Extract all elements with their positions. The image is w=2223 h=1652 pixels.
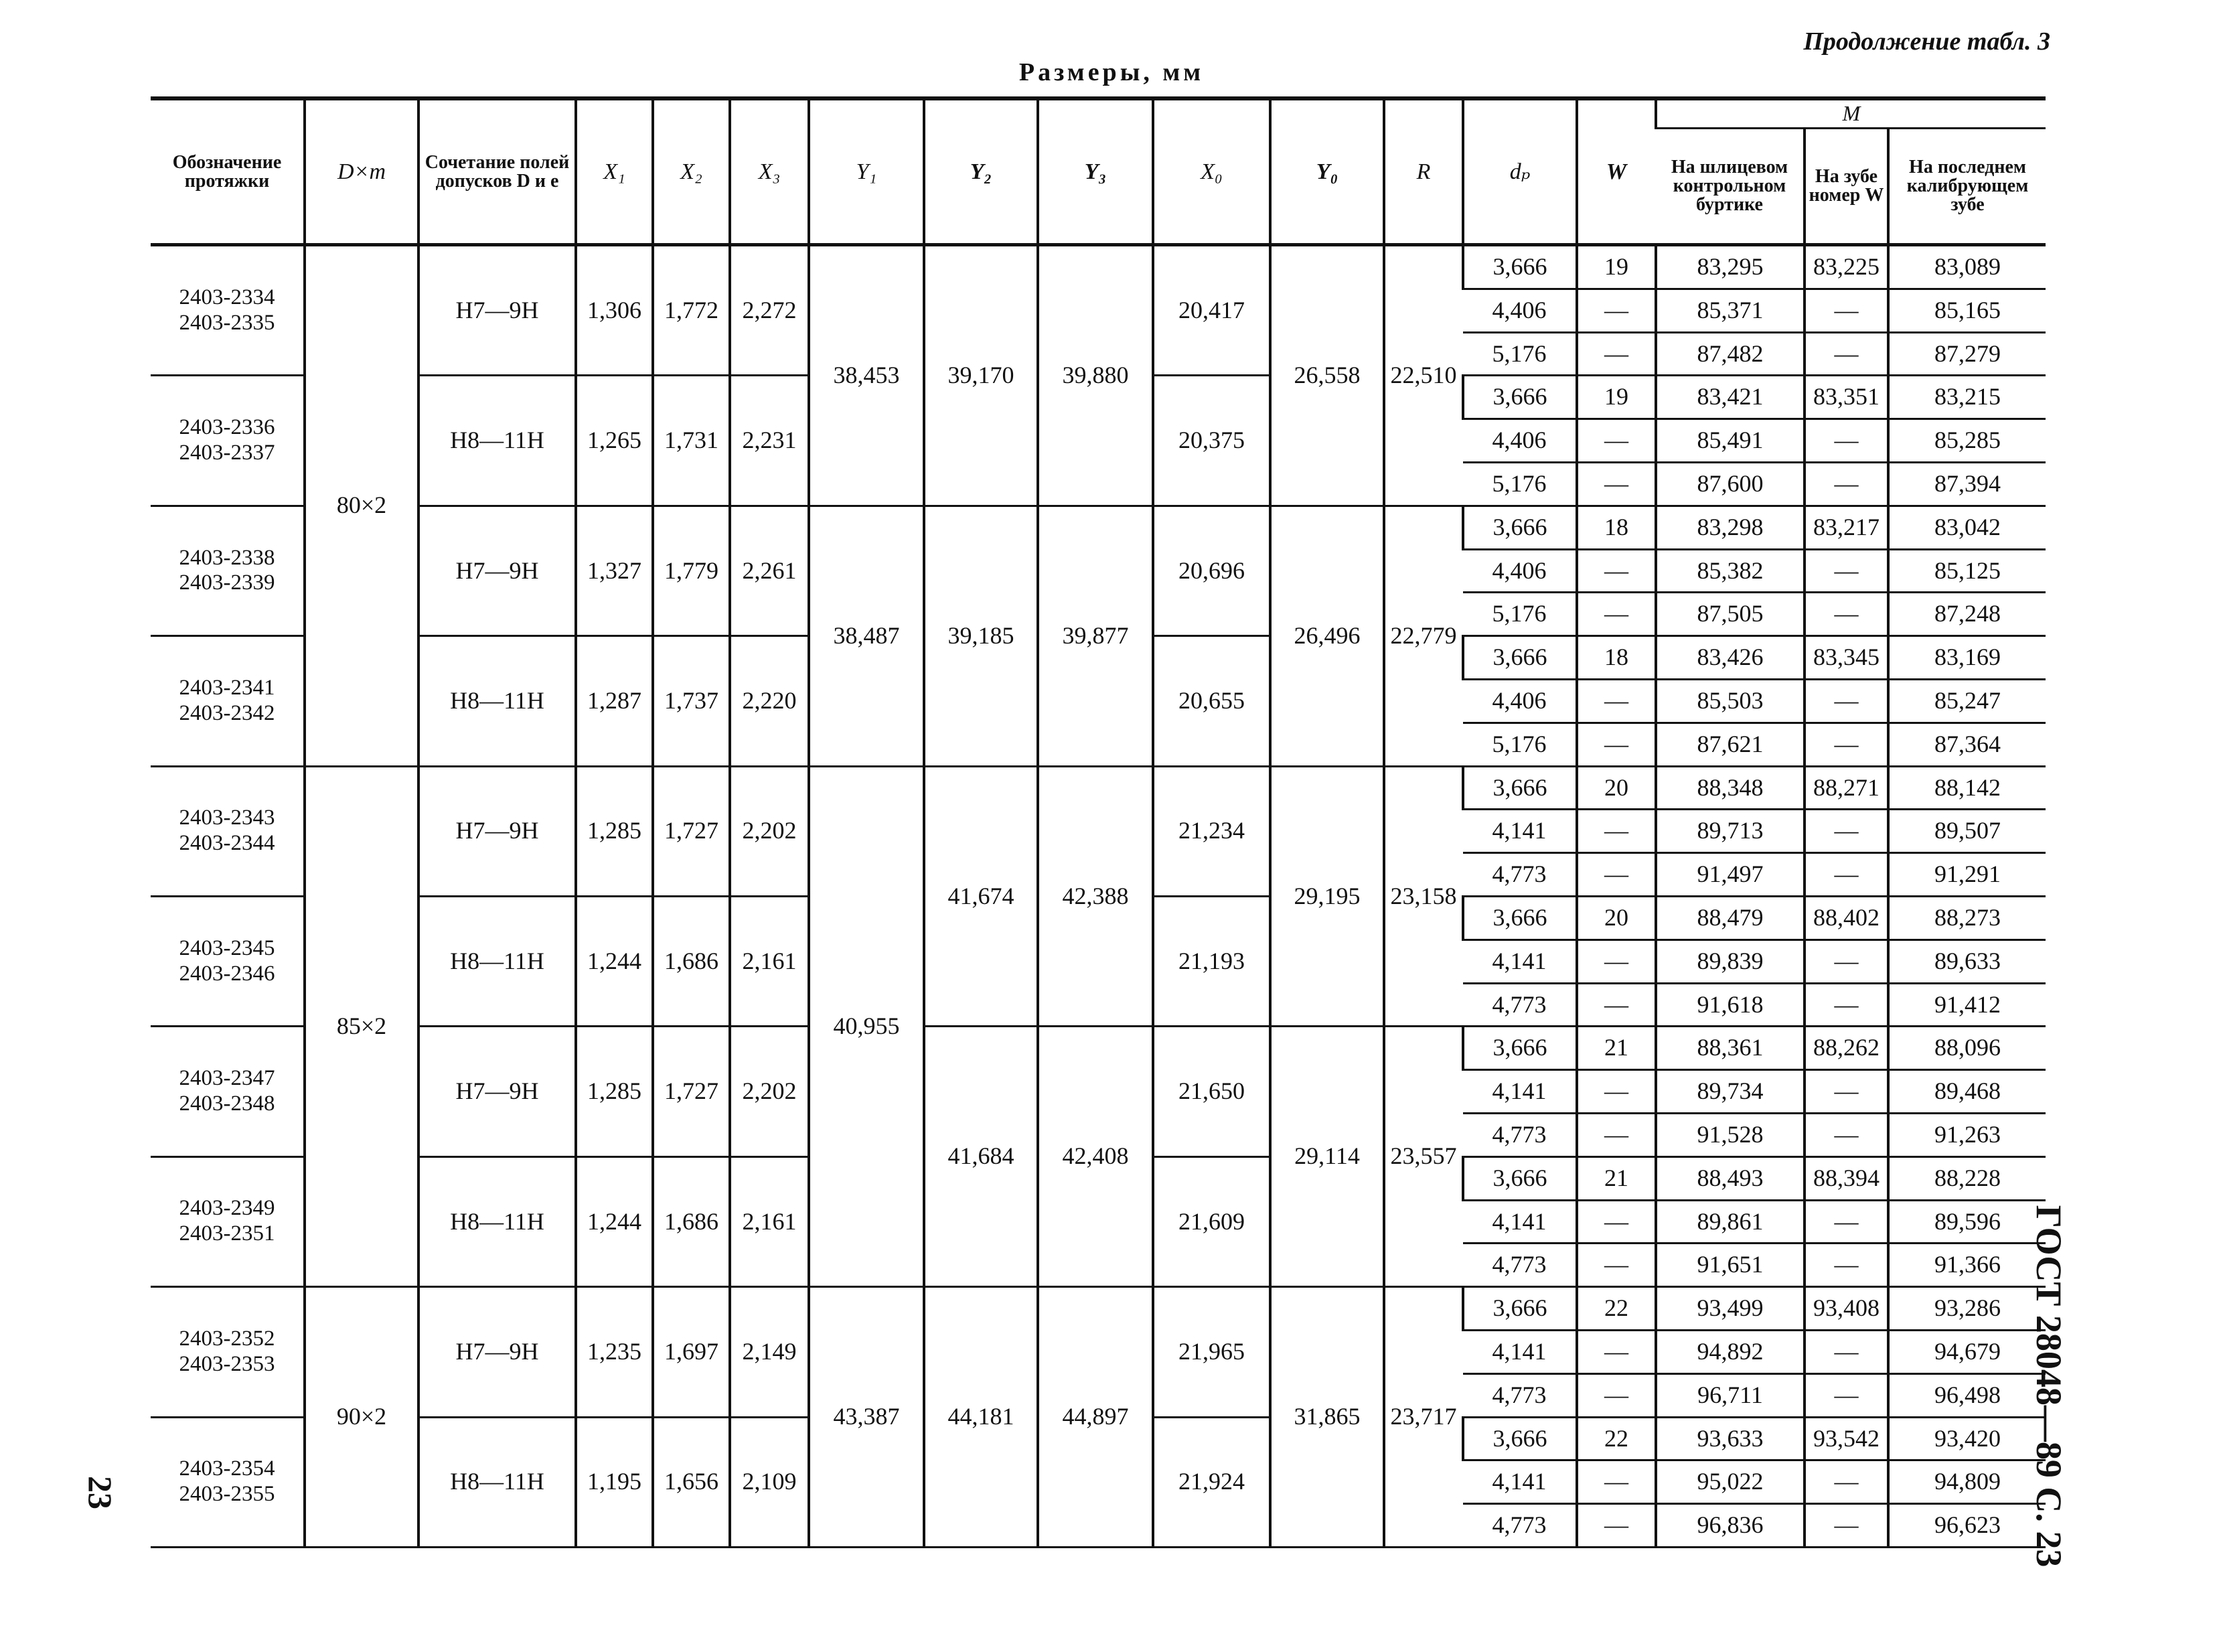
col-dxm: D×m	[305, 98, 418, 245]
w-cell: 22	[1577, 1287, 1656, 1331]
dxm-cell: 90×2	[305, 1287, 418, 1548]
m-spline-cell: 87,600	[1656, 462, 1805, 506]
designation-code: 2403-2346	[179, 961, 275, 986]
m-spline-cell: 87,482	[1656, 332, 1805, 376]
x3-cell: 2,149	[730, 1287, 809, 1417]
m-tooth-cell: —	[1805, 810, 1888, 853]
dp-cell: 4,406	[1463, 549, 1577, 593]
x3-cell: 2,272	[730, 245, 809, 376]
m-tooth-cell: 88,271	[1805, 766, 1888, 810]
col-y3: Y₃	[1038, 98, 1153, 245]
x1-cell: 1,287	[576, 636, 653, 766]
designation-code: 2403-2337	[179, 441, 275, 465]
y3-cell: 42,408	[1038, 1027, 1153, 1287]
x1-cell: 1,244	[576, 896, 653, 1026]
designation-code: 2403-2341	[179, 675, 275, 700]
designation-cell	[151, 245, 305, 376]
m-tooth-cell: —	[1805, 723, 1888, 766]
table-row	[151, 1287, 2046, 1331]
y0-cell: 29,195	[1270, 766, 1384, 1027]
m-spline-cell: 94,892	[1656, 1330, 1805, 1373]
x2-cell: 1,686	[653, 896, 730, 1026]
w-cell: —	[1577, 1200, 1656, 1244]
x3-cell: 2,202	[730, 1027, 809, 1156]
col-x0: X₀	[1153, 98, 1270, 245]
w-cell: —	[1577, 593, 1656, 636]
y3-cell: 42,388	[1038, 766, 1153, 1027]
table-row	[151, 245, 2046, 289]
y2-cell: 44,181	[924, 1287, 1038, 1548]
dp-cell: 5,176	[1463, 593, 1577, 636]
dp-cell: 4,773	[1463, 983, 1577, 1027]
m-last-cell: 94,809	[1888, 1460, 2046, 1504]
m-last-cell: 85,165	[1888, 289, 2046, 332]
x1-cell: 1,195	[576, 1417, 653, 1547]
m-last-cell: 88,142	[1888, 766, 2046, 810]
x1-cell: 1,327	[576, 506, 653, 635]
dp-cell: 4,773	[1463, 853, 1577, 897]
m-spline-cell: 85,382	[1656, 549, 1805, 593]
tolerance-cell: H8—11H	[418, 896, 576, 1026]
x0-cell: 21,924	[1153, 1417, 1270, 1547]
m-tooth-cell: —	[1805, 549, 1888, 593]
m-tooth-cell: —	[1805, 332, 1888, 376]
dimensions-table	[151, 96, 2046, 1548]
x1-cell: 1,285	[576, 766, 653, 896]
x2-cell: 1,772	[653, 245, 730, 376]
designation-code: 2403-2335	[179, 310, 275, 335]
m-spline-cell: 83,421	[1656, 376, 1805, 419]
dp-cell: 3,666	[1463, 766, 1577, 810]
m-last-cell: 91,366	[1888, 1244, 2046, 1287]
w-cell: —	[1577, 1113, 1656, 1156]
x0-cell: 21,234	[1153, 766, 1270, 896]
designation-code: 2403-2336	[179, 415, 275, 440]
y2-cell: 39,170	[924, 245, 1038, 506]
w-cell: —	[1577, 419, 1656, 463]
dp-cell: 5,176	[1463, 723, 1577, 766]
y1-cell: 43,387	[809, 1287, 924, 1548]
x0-cell: 21,609	[1153, 1156, 1270, 1286]
m-last-cell: 93,286	[1888, 1287, 2046, 1331]
w-cell: 21	[1577, 1027, 1656, 1070]
x0-cell: 20,655	[1153, 636, 1270, 766]
dp-cell: 4,406	[1463, 419, 1577, 463]
col-tolerance: Сочетание полей допусков D и e	[418, 98, 576, 245]
designation-cell	[151, 376, 305, 506]
m-last-cell: 83,169	[1888, 636, 2046, 680]
designation-code: 2403-2351	[179, 1221, 275, 1246]
y3-cell: 39,880	[1038, 245, 1153, 506]
designation-cell	[151, 636, 305, 766]
tolerance-cell: H8—11H	[418, 1417, 576, 1547]
m-tooth-cell: —	[1805, 1330, 1888, 1373]
m-last-cell: 93,420	[1888, 1417, 2046, 1460]
table-row	[151, 506, 2046, 549]
m-tooth-cell: —	[1805, 940, 1888, 983]
m-tooth-cell: 83,217	[1805, 506, 1888, 549]
designation-cell	[151, 1027, 305, 1156]
w-cell: 19	[1577, 376, 1656, 419]
m-spline-cell: 88,479	[1656, 896, 1805, 940]
m-spline-cell: 85,371	[1656, 289, 1805, 332]
m-spline-cell: 83,298	[1656, 506, 1805, 549]
dxm-cell: 80×2	[305, 245, 418, 767]
m-spline-cell: 85,503	[1656, 679, 1805, 723]
m-last-cell: 87,364	[1888, 723, 2046, 766]
m-last-cell: 85,285	[1888, 419, 2046, 463]
w-cell: 19	[1577, 245, 1656, 289]
x1-cell: 1,265	[576, 376, 653, 506]
dp-cell: 3,666	[1463, 1287, 1577, 1331]
y3-cell: 44,897	[1038, 1287, 1153, 1548]
designation-code: 2403-2349	[179, 1196, 275, 1221]
dp-cell: 3,666	[1463, 1417, 1577, 1460]
w-cell: —	[1577, 549, 1656, 593]
y2-cell: 39,185	[924, 506, 1038, 766]
m-tooth-cell: 83,351	[1805, 376, 1888, 419]
dp-cell: 3,666	[1463, 636, 1577, 680]
x3-cell: 2,161	[730, 896, 809, 1026]
designation-code: 2403-2334	[179, 285, 275, 309]
tolerance-cell: H7—9H	[418, 506, 576, 635]
m-spline-cell: 91,497	[1656, 853, 1805, 897]
m-last-cell: 91,263	[1888, 1113, 2046, 1156]
x3-cell: 2,202	[730, 766, 809, 896]
designation-cell	[151, 506, 305, 635]
tolerance-cell: H7—9H	[418, 1287, 576, 1417]
y0-cell: 26,496	[1270, 506, 1384, 766]
col-y1: Y₁	[809, 98, 924, 245]
designation-code: 2403-2353	[179, 1351, 275, 1376]
m-tooth-cell: —	[1805, 462, 1888, 506]
r-cell: 23,557	[1384, 1027, 1463, 1287]
designation-code: 2403-2344	[179, 831, 275, 856]
dp-cell: 3,666	[1463, 896, 1577, 940]
m-tooth-cell: —	[1805, 1070, 1888, 1114]
m-last-cell: 85,125	[1888, 549, 2046, 593]
m-spline-cell: 91,651	[1656, 1244, 1805, 1287]
x2-cell: 1,686	[653, 1156, 730, 1286]
w-cell: 18	[1577, 636, 1656, 680]
m-last-cell: 85,247	[1888, 679, 2046, 723]
dp-cell: 3,666	[1463, 1156, 1577, 1200]
y1-cell: 40,955	[809, 766, 924, 1287]
m-spline-cell: 96,711	[1656, 1373, 1805, 1417]
m-tooth-cell: 88,402	[1805, 896, 1888, 940]
m-spline-cell: 85,491	[1656, 419, 1805, 463]
dp-cell: 3,666	[1463, 245, 1577, 289]
dp-cell: 4,773	[1463, 1504, 1577, 1548]
m-tooth-cell: —	[1805, 419, 1888, 463]
m-spline-cell: 88,348	[1656, 766, 1805, 810]
designation-code: 2403-2354	[179, 1456, 275, 1481]
x0-cell: 20,417	[1153, 245, 1270, 376]
standard-label: ГОСТ 28048—89 С. 23	[2029, 1205, 2069, 1568]
m-tooth-cell: —	[1805, 679, 1888, 723]
w-cell: —	[1577, 462, 1656, 506]
col-y2: Y₂	[924, 98, 1038, 245]
designation-code: 2403-2352	[179, 1326, 275, 1351]
m-last-cell: 88,096	[1888, 1027, 2046, 1070]
dp-cell: 5,176	[1463, 462, 1577, 506]
m-spline-cell: 95,022	[1656, 1460, 1805, 1504]
m-spline-cell: 93,499	[1656, 1287, 1805, 1331]
m-last-cell: 83,089	[1888, 245, 2046, 289]
dp-cell: 4,141	[1463, 1460, 1577, 1504]
m-last-cell: 88,273	[1888, 896, 2046, 940]
table-row	[151, 766, 2046, 810]
col-r: R	[1384, 98, 1463, 245]
x2-cell: 1,737	[653, 636, 730, 766]
dp-cell: 4,406	[1463, 289, 1577, 332]
r-cell: 22,779	[1384, 506, 1463, 766]
col-x1: X₁	[576, 98, 653, 245]
w-cell: —	[1577, 983, 1656, 1027]
x3-cell: 2,261	[730, 506, 809, 635]
designation-code: 2403-2342	[179, 700, 275, 725]
m-last-cell: 94,679	[1888, 1330, 2046, 1373]
w-cell: —	[1577, 1330, 1656, 1373]
col-w: W	[1577, 98, 1656, 245]
m-spline-cell: 83,295	[1656, 245, 1805, 289]
m-tooth-cell: —	[1805, 1460, 1888, 1504]
designation-code: 2403-2343	[179, 806, 275, 830]
col-m-last: На последнем калибрующем зубе	[1888, 129, 2046, 245]
m-tooth-cell: 88,394	[1805, 1156, 1888, 1200]
w-cell: 21	[1577, 1156, 1656, 1200]
x1-cell: 1,306	[576, 245, 653, 376]
x1-cell: 1,285	[576, 1027, 653, 1156]
col-y0: Y₀	[1270, 98, 1384, 245]
m-spline-cell: 89,734	[1656, 1070, 1805, 1114]
col-x2: X₂	[653, 98, 730, 245]
x0-cell: 20,375	[1153, 376, 1270, 506]
col-m-spline: На шлицевом контрольном буртике	[1656, 129, 1805, 245]
col-m: M	[1656, 98, 2046, 129]
m-last-cell: 91,291	[1888, 853, 2046, 897]
w-cell: —	[1577, 853, 1656, 897]
m-spline-cell: 87,621	[1656, 723, 1805, 766]
col-x3: X₃	[730, 98, 809, 245]
dp-cell: 4,773	[1463, 1373, 1577, 1417]
y2-cell: 41,674	[924, 766, 1038, 1027]
m-tooth-cell: —	[1805, 1113, 1888, 1156]
table-row	[151, 1027, 2046, 1070]
designation-cell	[151, 1417, 305, 1547]
w-cell: —	[1577, 332, 1656, 376]
m-tooth-cell: —	[1805, 983, 1888, 1027]
m-last-cell: 83,215	[1888, 376, 2046, 419]
x0-cell: 20,696	[1153, 506, 1270, 635]
w-cell: —	[1577, 1070, 1656, 1114]
w-cell: —	[1577, 1373, 1656, 1417]
designation-code: 2403-2338	[179, 545, 275, 570]
w-cell: 20	[1577, 896, 1656, 940]
x2-cell: 1,727	[653, 766, 730, 896]
m-spline-cell: 91,528	[1656, 1113, 1805, 1156]
designation-cell	[151, 1287, 305, 1417]
m-tooth-cell: 83,345	[1805, 636, 1888, 680]
y1-cell: 38,453	[809, 245, 924, 506]
designation-cell	[151, 1156, 305, 1286]
w-cell: 22	[1577, 1417, 1656, 1460]
r-cell: 22,510	[1384, 245, 1463, 506]
dp-cell: 4,141	[1463, 1070, 1577, 1114]
m-tooth-cell: —	[1805, 593, 1888, 636]
x0-cell: 21,650	[1153, 1027, 1270, 1156]
x1-cell: 1,244	[576, 1156, 653, 1286]
m-tooth-cell: —	[1805, 853, 1888, 897]
continuation-label: Продолжение табл. 3	[1803, 27, 2050, 56]
w-cell: —	[1577, 289, 1656, 332]
m-last-cell: 96,623	[1888, 1504, 2046, 1548]
m-tooth-cell: —	[1805, 1504, 1888, 1548]
dp-cell: 4,141	[1463, 810, 1577, 853]
designation-code: 2403-2348	[179, 1092, 275, 1116]
sizes-caption: Размеры, мм	[1018, 58, 1205, 86]
x2-cell: 1,779	[653, 506, 730, 635]
tolerance-cell: H7—9H	[418, 766, 576, 896]
r-cell: 23,717	[1384, 1287, 1463, 1548]
w-cell: 20	[1577, 766, 1656, 810]
m-spline-cell: 83,426	[1656, 636, 1805, 680]
x0-cell: 21,965	[1153, 1287, 1270, 1417]
designation-code: 2403-2339	[179, 571, 275, 595]
designation-code: 2403-2355	[179, 1482, 275, 1507]
m-tooth-cell: 93,408	[1805, 1287, 1888, 1331]
dp-cell: 4,773	[1463, 1113, 1577, 1156]
w-cell: —	[1577, 810, 1656, 853]
x3-cell: 2,161	[730, 1156, 809, 1286]
dp-cell: 5,176	[1463, 332, 1577, 376]
m-spline-cell: 88,493	[1656, 1156, 1805, 1200]
dp-cell: 4,141	[1463, 940, 1577, 983]
page-number: 23	[82, 1476, 119, 1509]
m-spline-cell: 89,861	[1656, 1200, 1805, 1244]
x3-cell: 2,231	[730, 376, 809, 506]
m-last-cell: 88,228	[1888, 1156, 2046, 1200]
m-last-cell: 87,248	[1888, 593, 2046, 636]
y0-cell: 31,865	[1270, 1287, 1384, 1548]
m-tooth-cell: 83,225	[1805, 245, 1888, 289]
col-dp: dₚ	[1463, 98, 1577, 245]
tolerance-cell: H7—9H	[418, 245, 576, 376]
designation-cell	[151, 896, 305, 1026]
designation-code: 2403-2347	[179, 1066, 275, 1091]
r-cell: 23,158	[1384, 766, 1463, 1027]
m-last-cell: 89,468	[1888, 1070, 2046, 1114]
m-last-cell: 83,042	[1888, 506, 2046, 549]
m-spline-cell: 93,633	[1656, 1417, 1805, 1460]
tolerance-cell: H8—11H	[418, 1156, 576, 1286]
dp-cell: 4,141	[1463, 1330, 1577, 1373]
x3-cell: 2,220	[730, 636, 809, 766]
x3-cell: 2,109	[730, 1417, 809, 1547]
y2-cell: 41,684	[924, 1027, 1038, 1287]
tolerance-cell: H7—9H	[418, 1027, 576, 1156]
w-cell: —	[1577, 940, 1656, 983]
m-last-cell: 87,394	[1888, 462, 2046, 506]
designation-code: 2403-2345	[179, 935, 275, 960]
x2-cell: 1,656	[653, 1417, 730, 1547]
x2-cell: 1,727	[653, 1027, 730, 1156]
dp-cell: 4,406	[1463, 679, 1577, 723]
x2-cell: 1,731	[653, 376, 730, 506]
m-spline-cell: 91,618	[1656, 983, 1805, 1027]
w-cell: —	[1577, 1504, 1656, 1548]
dp-cell: 3,666	[1463, 506, 1577, 549]
col-m-tooth: На зубе номер W	[1805, 129, 1888, 245]
m-tooth-cell: —	[1805, 1373, 1888, 1417]
tolerance-cell: H8—11H	[418, 376, 576, 506]
tolerance-cell: H8—11H	[418, 636, 576, 766]
m-last-cell: 91,412	[1888, 983, 2046, 1027]
w-cell: —	[1577, 723, 1656, 766]
m-spline-cell: 89,839	[1656, 940, 1805, 983]
w-cell: 18	[1577, 506, 1656, 549]
m-tooth-cell: —	[1805, 1200, 1888, 1244]
m-tooth-cell: 88,262	[1805, 1027, 1888, 1070]
x2-cell: 1,697	[653, 1287, 730, 1417]
dp-cell: 4,773	[1463, 1244, 1577, 1287]
m-last-cell: 87,279	[1888, 332, 2046, 376]
w-cell: —	[1577, 679, 1656, 723]
dxm-cell: 85×2	[305, 766, 418, 1287]
y0-cell: 26,558	[1270, 245, 1384, 506]
m-spline-cell: 87,505	[1656, 593, 1805, 636]
w-cell: —	[1577, 1460, 1656, 1504]
m-last-cell: 89,633	[1888, 940, 2046, 983]
x1-cell: 1,235	[576, 1287, 653, 1417]
m-spline-cell: 96,836	[1656, 1504, 1805, 1548]
y1-cell: 38,487	[809, 506, 924, 766]
m-last-cell: 89,596	[1888, 1200, 2046, 1244]
m-last-cell: 96,498	[1888, 1373, 2046, 1417]
dp-cell: 3,666	[1463, 376, 1577, 419]
x0-cell: 21,193	[1153, 896, 1270, 1026]
m-last-cell: 89,507	[1888, 810, 2046, 853]
m-spline-cell: 88,361	[1656, 1027, 1805, 1070]
dp-cell: 3,666	[1463, 1027, 1577, 1070]
dp-cell: 4,141	[1463, 1200, 1577, 1244]
col-designation: Обозначение протяжки	[151, 98, 305, 245]
m-spline-cell: 89,713	[1656, 810, 1805, 853]
m-tooth-cell: 93,542	[1805, 1417, 1888, 1460]
m-tooth-cell: —	[1805, 289, 1888, 332]
m-tooth-cell: —	[1805, 1244, 1888, 1287]
w-cell: —	[1577, 1244, 1656, 1287]
designation-cell	[151, 766, 305, 896]
y3-cell: 39,877	[1038, 506, 1153, 766]
y0-cell: 29,114	[1270, 1027, 1384, 1287]
